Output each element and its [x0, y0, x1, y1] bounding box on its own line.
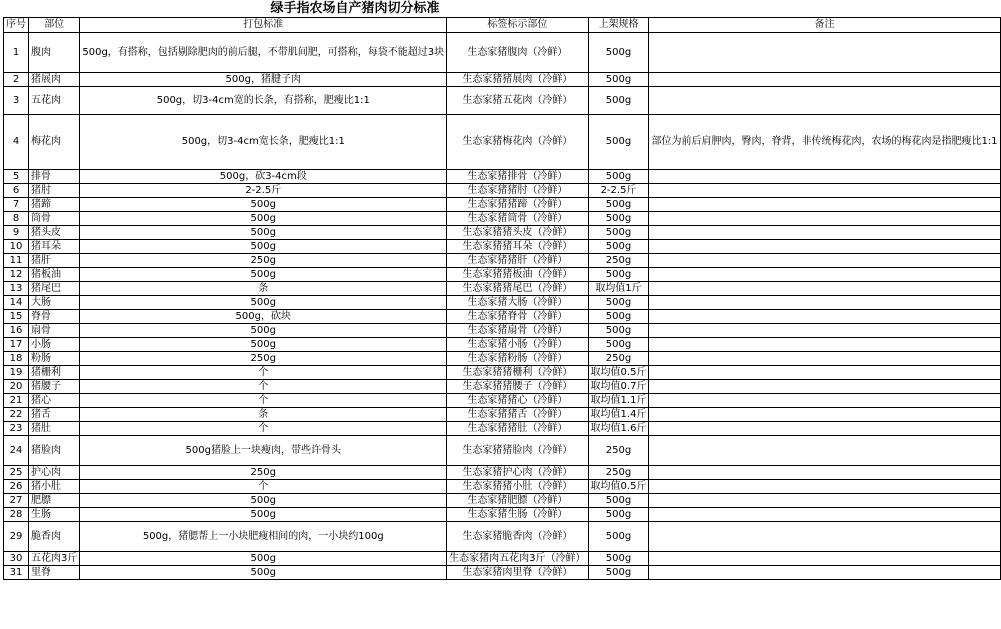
cell-spec[interactable]: 500g [588, 198, 649, 212]
table-row [4, 366, 1001, 380]
cell-label[interactable]: 生态家猪猪心（冷鲜） [447, 394, 588, 408]
cell-no[interactable]: 19 [4, 366, 29, 380]
cell-label[interactable]: 生态家猪小肠（冷鲜） [447, 338, 588, 352]
cell-part[interactable]: 脊骨 [29, 310, 80, 324]
cell-pack[interactable]: 500g，猪腮帮上一小块肥瘦相间的肉，一小块约100g [80, 522, 447, 552]
cell-part[interactable]: 猪心 [29, 394, 80, 408]
cell-part[interactable]: 粉肠 [29, 352, 80, 366]
cell-spec[interactable]: 500g [588, 522, 649, 552]
cell-note[interactable] [649, 87, 1000, 115]
table-row [4, 170, 1001, 184]
table-row [4, 226, 1001, 240]
cell-pack[interactable]: 个 [80, 480, 447, 494]
cell-spec[interactable]: 500g [588, 324, 649, 338]
table-row [4, 380, 1001, 394]
header-no[interactable]: 序号 [4, 18, 29, 33]
cell-label[interactable]: 生态家猪梅花肉（冷鲜） [447, 115, 588, 170]
cell-note[interactable] [649, 352, 1000, 366]
cell-label[interactable]: 生态家猪猪肝（冷鲜） [447, 254, 588, 268]
cell-pack[interactable]: 500g，切3-4cm宽的长条，有搭称，肥瘦比1:1 [80, 87, 447, 115]
cell-pack[interactable]: 250g [80, 254, 447, 268]
cell-no[interactable]: 30 [4, 552, 29, 566]
cell-spec[interactable]: 250g [588, 352, 649, 366]
table-row [4, 422, 1001, 436]
table-row [4, 87, 1001, 115]
cell-note[interactable] [649, 408, 1000, 422]
cell-label[interactable]: 生态家猪猪尾巴（冷鲜） [447, 282, 588, 296]
cell-spec[interactable]: 500g [588, 338, 649, 352]
cell-part[interactable]: 猪板油 [29, 268, 80, 282]
cell-pack[interactable]: 250g [80, 352, 447, 366]
cell-pack[interactable]: 500g [80, 268, 447, 282]
header-label[interactable]: 标签标示部位 [447, 18, 588, 33]
table-row [4, 296, 1001, 310]
cell-part[interactable]: 里脊 [29, 566, 80, 580]
cutting-standard-table [3, 17, 1001, 580]
cell-part[interactable]: 护心肉 [29, 466, 80, 480]
cell-pack[interactable]: 条 [80, 282, 447, 296]
table-row [4, 268, 1001, 282]
cell-spec[interactable]: 500g [588, 226, 649, 240]
cell-part[interactable]: 五花肉 [29, 87, 80, 115]
header-note[interactable]: 备注 [649, 18, 1000, 33]
cell-spec[interactable]: 250g [588, 466, 649, 480]
cell-label[interactable]: 生态家猪肉五花肉3斤（冷鲜） [447, 552, 588, 566]
cell-no[interactable]: 5 [4, 170, 29, 184]
cell-part[interactable]: 猪脸肉 [29, 436, 80, 466]
cell-part[interactable]: 猪蹄 [29, 198, 80, 212]
cell-note[interactable] [649, 436, 1000, 466]
cell-pack[interactable]: 500g [80, 324, 447, 338]
table-row [4, 198, 1001, 212]
cell-spec[interactable]: 500g [588, 310, 649, 324]
cell-pack[interactable]: 条 [80, 408, 447, 422]
cell-part[interactable]: 猪肘 [29, 184, 80, 198]
cell-spec[interactable]: 2-2.5斤 [588, 184, 649, 198]
cell-label[interactable]: 生态家猪猪小肚（冷鲜） [447, 480, 588, 494]
cell-no[interactable]: 8 [4, 212, 29, 226]
cell-spec[interactable]: 250g [588, 254, 649, 268]
cell-pack[interactable]: 个 [80, 380, 447, 394]
cell-part[interactable]: 腹肉 [29, 33, 80, 73]
cell-spec[interactable]: 500g [588, 566, 649, 580]
cell-pack[interactable]: 500g猪脸上一块瘦肉，带些许骨头 [80, 436, 447, 466]
cell-pack[interactable]: 个 [80, 422, 447, 436]
cell-pack[interactable]: 500g [80, 296, 447, 310]
cell-pack[interactable]: 500g，有搭称，包括剔除肥肉的前后腿，不带肌间肥，可搭称，每袋不能超过3块 [80, 33, 447, 73]
table-row [4, 394, 1001, 408]
cell-label[interactable]: 生态家猪脆香肉（冷鲜） [447, 522, 588, 552]
cell-note[interactable] [649, 198, 1000, 212]
table-row [4, 73, 1001, 87]
cell-note[interactable] [649, 494, 1000, 508]
cell-spec[interactable]: 500g [588, 87, 649, 115]
cell-spec[interactable]: 500g [588, 552, 649, 566]
cell-spec[interactable]: 取均值0.7斤 [588, 380, 649, 394]
cell-note[interactable] [649, 566, 1000, 580]
cell-pack[interactable]: 500g，砍块 [80, 310, 447, 324]
table-row [4, 436, 1001, 466]
cell-part[interactable]: 猪尾巴 [29, 282, 80, 296]
cell-label[interactable]: 生态家猪大肠（冷鲜） [447, 296, 588, 310]
cell-part[interactable]: 扇骨 [29, 324, 80, 338]
cell-note[interactable] [649, 184, 1000, 198]
cell-pack[interactable]: 500g，砍3-4cm段 [80, 170, 447, 184]
cell-spec[interactable]: 取均值0.5斤 [588, 480, 649, 494]
cell-no[interactable]: 18 [4, 352, 29, 366]
cell-label[interactable]: 生态家猪排骨（冷鲜） [447, 170, 588, 184]
cell-part[interactable]: 脆香肉 [29, 522, 80, 552]
table-row [4, 115, 1001, 170]
cell-note[interactable] [649, 282, 1000, 296]
cell-pack[interactable]: 2-2.5斤 [80, 184, 447, 198]
cell-note[interactable] [649, 73, 1000, 87]
table-row [4, 480, 1001, 494]
cell-label[interactable]: 生态家猪猪头皮（冷鲜） [447, 226, 588, 240]
table-row [4, 522, 1001, 552]
table-row [4, 33, 1001, 73]
cell-note[interactable]: 部位为前后肩胛肉，臀肉，脊背，非传统梅花肉，农场的梅花肉是指肥瘦比1:1 [649, 115, 1000, 170]
table-row [4, 408, 1001, 422]
cell-note[interactable] [649, 380, 1000, 394]
cell-part[interactable]: 猪腰子 [29, 380, 80, 394]
table-row [4, 566, 1001, 580]
cell-part[interactable]: 猪头皮 [29, 226, 80, 240]
cell-part[interactable]: 猪肚 [29, 422, 80, 436]
cell-note[interactable] [649, 33, 1000, 73]
cell-no[interactable]: 26 [4, 480, 29, 494]
cell-spec[interactable]: 500g [588, 508, 649, 522]
cell-no[interactable]: 10 [4, 240, 29, 254]
cell-no[interactable]: 15 [4, 310, 29, 324]
cell-spec[interactable]: 500g [588, 170, 649, 184]
cell-note[interactable] [649, 338, 1000, 352]
cell-pack[interactable]: 500g [80, 226, 447, 240]
cell-spec[interactable]: 取均值1.1斤 [588, 394, 649, 408]
cell-label[interactable]: 生态家猪猪板油（冷鲜） [447, 268, 588, 282]
cell-pack[interactable]: 个 [80, 366, 447, 380]
cell-no[interactable]: 27 [4, 494, 29, 508]
sheet-title: 绿手指农场自产猪肉切分标准 [270, 1, 440, 16]
cell-note[interactable] [649, 466, 1000, 480]
cell-spec[interactable]: 取均值0.5斤 [588, 366, 649, 380]
cell-note[interactable] [649, 522, 1000, 552]
cell-pack[interactable]: 500g，猪腱子肉 [80, 73, 447, 87]
cell-no[interactable]: 20 [4, 380, 29, 394]
cell-no[interactable]: 23 [4, 422, 29, 436]
cell-no[interactable]: 21 [4, 394, 29, 408]
cell-no[interactable]: 9 [4, 226, 29, 240]
cell-note[interactable] [649, 296, 1000, 310]
cell-part[interactable]: 大肠 [29, 296, 80, 310]
cell-no[interactable]: 14 [4, 296, 29, 310]
table-row [4, 324, 1001, 338]
cell-label[interactable]: 生态家猪筒骨（冷鲜） [447, 212, 588, 226]
cell-label[interactable]: 生态家猪肥膘（冷鲜） [447, 494, 588, 508]
cell-pack[interactable]: 个 [80, 394, 447, 408]
cell-label[interactable]: 生态家猪脊骨（冷鲜） [447, 310, 588, 324]
cell-spec[interactable]: 500g [588, 268, 649, 282]
cell-pack[interactable]: 500g [80, 494, 447, 508]
cell-part[interactable]: 猪栅利 [29, 366, 80, 380]
cell-spec[interactable]: 500g [588, 296, 649, 310]
table-row [4, 552, 1001, 566]
cell-note[interactable] [649, 324, 1000, 338]
cell-pack[interactable]: 250g [80, 466, 447, 480]
cell-part[interactable]: 筒骨 [29, 212, 80, 226]
cell-part[interactable]: 猪耳朵 [29, 240, 80, 254]
cell-label[interactable]: 生态家猪腹肉（冷鲜） [447, 33, 588, 73]
header-pack[interactable]: 打包标准 [80, 18, 447, 33]
cell-label[interactable]: 生态家猪生肠（冷鲜） [447, 508, 588, 522]
header-spec[interactable]: 上架规格 [588, 18, 649, 33]
cell-label[interactable]: 生态家猪猪耳朵（冷鲜） [447, 240, 588, 254]
cell-label[interactable]: 生态家猪扇骨（冷鲜） [447, 324, 588, 338]
cell-part[interactable]: 生肠 [29, 508, 80, 522]
cell-label[interactable]: 生态家猪肉里脊（冷鲜） [447, 566, 588, 580]
cell-no[interactable]: 13 [4, 282, 29, 296]
table-row [4, 466, 1001, 480]
cell-note[interactable] [649, 480, 1000, 494]
cell-spec[interactable]: 500g [588, 115, 649, 170]
cell-spec[interactable]: 500g [588, 494, 649, 508]
cell-no[interactable]: 1 [4, 33, 29, 73]
cell-note[interactable] [649, 212, 1000, 226]
table-row [4, 338, 1001, 352]
cell-label[interactable]: 生态家猪猪肘（冷鲜） [447, 184, 588, 198]
cell-spec[interactable]: 500g [588, 212, 649, 226]
cell-part[interactable]: 小肠 [29, 338, 80, 352]
cell-spec[interactable]: 取均值1.4斤 [588, 408, 649, 422]
cell-note[interactable] [649, 254, 1000, 268]
cell-pack[interactable]: 500g [80, 338, 447, 352]
cell-no[interactable]: 12 [4, 268, 29, 282]
cell-pack[interactable]: 500g [80, 566, 447, 580]
cell-part[interactable]: 猪小肚 [29, 480, 80, 494]
cell-no[interactable]: 16 [4, 324, 29, 338]
cell-part[interactable]: 排骨 [29, 170, 80, 184]
cell-no[interactable]: 2 [4, 73, 29, 87]
table-row [4, 352, 1001, 366]
cell-pack[interactable]: 500g [80, 212, 447, 226]
cell-label[interactable]: 生态家猪猪脸肉（冷鲜） [447, 436, 588, 466]
cell-no[interactable]: 24 [4, 436, 29, 466]
cell-note[interactable] [649, 310, 1000, 324]
cell-pack[interactable]: 500g [80, 552, 447, 566]
cell-label[interactable]: 生态家猪猪蹄（冷鲜） [447, 198, 588, 212]
cell-spec[interactable]: 取均值1斤 [588, 282, 649, 296]
cell-no[interactable]: 17 [4, 338, 29, 352]
table-row [4, 310, 1001, 324]
cell-no[interactable]: 22 [4, 408, 29, 422]
header-part[interactable]: 部位 [29, 18, 80, 33]
cell-no[interactable]: 7 [4, 198, 29, 212]
table-row [4, 282, 1001, 296]
cell-spec[interactable]: 取均值1.6斤 [588, 422, 649, 436]
cell-part[interactable]: 猪肝 [29, 254, 80, 268]
cell-label[interactable]: 生态家猪粉肠（冷鲜） [447, 352, 588, 366]
table-row [4, 254, 1001, 268]
cell-note[interactable] [649, 226, 1000, 240]
cell-no[interactable]: 25 [4, 466, 29, 480]
cell-note[interactable] [649, 422, 1000, 436]
cell-label[interactable]: 生态家猪猪舌（冷鲜） [447, 408, 588, 422]
table-row [4, 212, 1001, 226]
cell-note[interactable] [649, 394, 1000, 408]
cell-part[interactable]: 猪舌 [29, 408, 80, 422]
table-row [4, 508, 1001, 522]
cell-no[interactable]: 29 [4, 522, 29, 552]
cell-no[interactable]: 6 [4, 184, 29, 198]
cell-spec[interactable]: 500g [588, 73, 649, 87]
cell-part[interactable]: 梅花肉 [29, 115, 80, 170]
cell-no[interactable]: 3 [4, 87, 29, 115]
cell-label[interactable]: 生态家猪五花肉（冷鲜） [447, 87, 588, 115]
cell-pack[interactable]: 500g [80, 508, 447, 522]
cell-pack[interactable]: 500g [80, 240, 447, 254]
cell-part[interactable]: 猪展肉 [29, 73, 80, 87]
table-row [4, 184, 1001, 198]
table-row [4, 240, 1001, 254]
cell-no[interactable]: 11 [4, 254, 29, 268]
cell-pack[interactable]: 500g，切3-4cm宽长条，肥瘦比1:1 [80, 115, 447, 170]
cell-note[interactable] [649, 268, 1000, 282]
cell-spec[interactable]: 500g [588, 240, 649, 254]
cell-label[interactable]: 生态家猪猪肚（冷鲜） [447, 422, 588, 436]
cell-no[interactable]: 4 [4, 115, 29, 170]
cell-note[interactable] [649, 552, 1000, 566]
cell-part[interactable]: 肥膘 [29, 494, 80, 508]
cell-note[interactable] [649, 508, 1000, 522]
cell-spec[interactable]: 250g [588, 436, 649, 466]
cell-part[interactable]: 五花肉3斤 [29, 552, 80, 566]
cell-note[interactable] [649, 240, 1000, 254]
cell-label[interactable]: 生态家猪护心肉（冷鲜） [447, 466, 588, 480]
cell-spec[interactable]: 500g [588, 33, 649, 73]
cell-label[interactable]: 生态家猪猪展肉（冷鲜） [447, 73, 588, 87]
header-row [4, 18, 1001, 33]
cell-note[interactable] [649, 170, 1000, 184]
cell-no[interactable]: 28 [4, 508, 29, 522]
table-row [4, 494, 1001, 508]
cell-note[interactable] [649, 366, 1000, 380]
cell-pack[interactable]: 500g [80, 198, 447, 212]
cell-no[interactable]: 31 [4, 566, 29, 580]
cell-label[interactable]: 生态家猪猪栅利（冷鲜） [447, 366, 588, 380]
cell-label[interactable]: 生态家猪猪腰子（冷鲜） [447, 380, 588, 394]
